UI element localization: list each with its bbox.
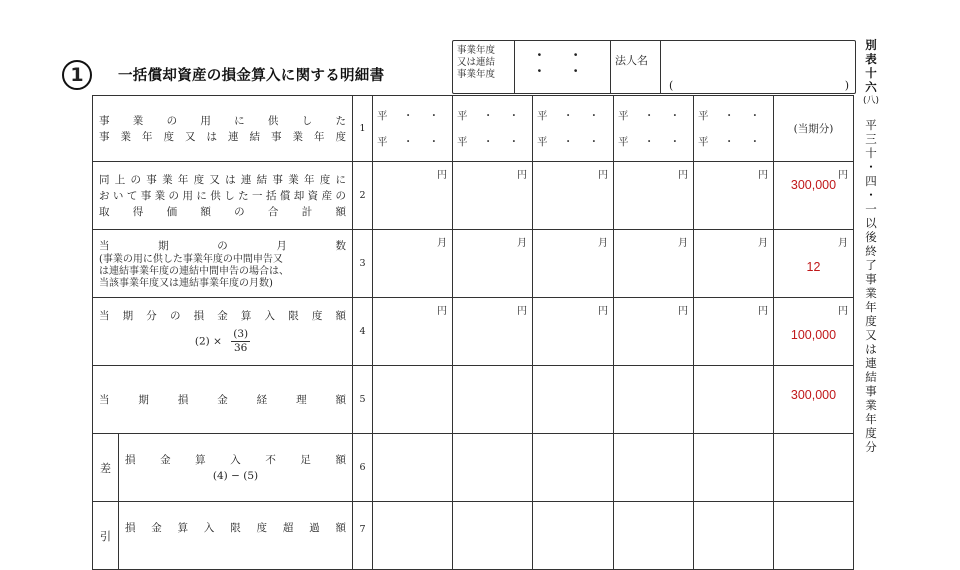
side-label-char: 以 — [865, 216, 877, 230]
current-amount-cell[interactable]: 円 300,000 — [774, 162, 854, 230]
side-label-char: 分 — [865, 440, 877, 454]
expensed-amount-value: 300,000 — [790, 388, 837, 402]
side-label-char: 年 — [865, 412, 877, 426]
side-label-char: 十 — [865, 66, 877, 80]
side-label-char: (八) — [862, 96, 880, 106]
period-cell[interactable]: 平 ・ ・ 平 ・ ・ — [533, 96, 614, 162]
table-row — [93, 96, 854, 162]
period-cell[interactable]: 平 ・ ・ 平 ・ ・ — [373, 96, 453, 162]
difference-group-label: 差 — [93, 434, 119, 502]
fiscal-year-label-line: 事業年度 — [457, 69, 496, 80]
row-number: 4 — [353, 298, 373, 366]
side-label-char: 連 — [865, 356, 877, 370]
form-title: 一括償却資産の損金算入に関する明細書 — [118, 68, 385, 84]
row-label-line: 同上の事業年度又は連結事業年度に — [99, 173, 346, 186]
months-cell[interactable]: 月 — [694, 230, 774, 298]
current-amount-cell[interactable] — [774, 366, 854, 434]
side-label-char: 度 — [865, 314, 877, 328]
months-cell[interactable]: 月 — [453, 230, 533, 298]
assets-table — [92, 95, 854, 570]
current-amount-cell[interactable]: 円 100,000 — [774, 298, 854, 366]
amount-cell[interactable] — [453, 434, 533, 502]
fiscal-year-label-line: 事業年度 — [457, 45, 496, 56]
row-label-cell — [93, 230, 353, 298]
side-label-char: 三 — [865, 132, 877, 146]
amount-cell[interactable] — [694, 502, 774, 570]
amount-cell[interactable] — [373, 434, 453, 502]
row-formula: (4) − (5) — [212, 469, 259, 482]
side-label-char: 又 — [865, 328, 877, 342]
period-cell[interactable]: 平 ・ ・ 平 ・ ・ — [694, 96, 774, 162]
row-sub-line: は連結事業年度の連結中間申告の場合は、 — [99, 265, 289, 277]
row-number: 2 — [353, 162, 373, 230]
table-row — [93, 366, 854, 434]
amount-cell[interactable] — [694, 366, 774, 434]
side-label-char: ・ — [865, 160, 877, 174]
side-label-period — [862, 118, 880, 454]
row-label-line: おいて事業の用に供した一括償却資産の — [99, 189, 346, 202]
amount-cell[interactable] — [533, 434, 614, 502]
current-months-cell[interactable]: 月 12 — [774, 230, 854, 298]
fraction: $\frac{(3)}{36}$ — [233, 328, 249, 354]
header-box — [452, 40, 856, 94]
amount-cell[interactable]: 円 — [614, 162, 694, 230]
table-row — [93, 502, 854, 570]
row-sub-line: 当該事業年度又は連結事業年度の月数) — [99, 277, 273, 289]
side-label — [862, 38, 880, 454]
side-label-char: 六 — [865, 80, 877, 94]
side-label-char: 一 — [865, 202, 877, 216]
fiscal-year-to: ・ ・ — [533, 64, 592, 78]
current-months-value: 12 — [806, 260, 821, 274]
amount-cell[interactable] — [453, 502, 533, 570]
row-number: 5 — [353, 366, 373, 434]
fiscal-year-from: ・ ・ — [533, 48, 592, 62]
amount-cell[interactable]: 円 — [614, 298, 694, 366]
table-row — [93, 298, 854, 366]
months-cell[interactable]: 月 — [373, 230, 453, 298]
row-label-line: 損 金 算 入 限 度 超 過 額 — [125, 522, 346, 534]
row-number: 7 — [353, 502, 373, 570]
months-cell[interactable]: 月 — [614, 230, 694, 298]
amount-cell[interactable] — [373, 502, 453, 570]
row-label-line: 損 金 算 入 不 足 額 — [125, 453, 346, 466]
row-label-line: 事 業 の 用 に 供 し た — [99, 114, 346, 127]
fiscal-year-value-cell[interactable] — [515, 41, 611, 93]
corp-paren-open: ( — [669, 79, 674, 92]
row-sub-line: (事業の用に供した事業年度の中間申告又 — [99, 253, 283, 265]
row-number: 6 — [353, 434, 373, 502]
row-label-cell — [93, 366, 353, 434]
amount-cell[interactable]: 円 — [373, 298, 453, 366]
side-label-char: 後 — [865, 230, 877, 244]
corp-name-label: 法人名 — [615, 54, 648, 67]
corp-name-field[interactable] — [661, 41, 855, 93]
amount-cell[interactable]: 円 — [533, 162, 614, 230]
row-label-line: 取 得 価 額 の 合 計 額 — [99, 205, 346, 218]
corp-paren-close: ) — [844, 79, 849, 92]
row-label-line: 当 期 の 月 数 — [99, 239, 346, 252]
amount-cell[interactable] — [694, 434, 774, 502]
difference-group-label: 引 — [93, 502, 119, 570]
fiscal-year-label-line: 又は連結 — [457, 57, 496, 68]
amount-cell[interactable]: 円 — [694, 162, 774, 230]
amount-cell[interactable] — [533, 366, 614, 434]
amount-cell[interactable]: 円 — [453, 298, 533, 366]
table-row — [93, 434, 854, 502]
row-label-line: 当 期 分 の 損 金 算 入 限 度 額 — [99, 310, 346, 322]
amount-cell[interactable]: 円 — [533, 298, 614, 366]
section-number-marker: 1 — [62, 60, 92, 90]
amount-cell[interactable] — [533, 502, 614, 570]
side-label-char: 平 — [865, 118, 877, 132]
side-label-char: 事 — [865, 272, 877, 286]
side-label-char: 事 — [865, 384, 877, 398]
amount-cell[interactable] — [614, 502, 694, 570]
row-number: 3 — [353, 230, 373, 298]
row-label-line: 当 期 損 金 経 理 額 — [99, 393, 346, 406]
row-label-cell — [119, 502, 353, 570]
row-number: 1 — [353, 96, 373, 162]
row-label-cell — [93, 162, 353, 230]
row-label-cell — [119, 434, 353, 502]
current-period-header: (当期分) — [774, 96, 854, 162]
side-label-char: 年 — [865, 300, 877, 314]
table-row — [93, 230, 854, 298]
row-label-cell — [93, 298, 353, 366]
amount-cell[interactable] — [453, 366, 533, 434]
row-label-line: 事 業 年 度 又 は 連 結 事 業 年 度 — [99, 130, 346, 143]
side-label-char: 業 — [865, 398, 877, 412]
side-label-char: 十 — [865, 146, 877, 160]
current-amount-cell[interactable] — [774, 502, 854, 570]
acquisition-total-value: 300,000 — [790, 178, 837, 192]
row-formula: (2) × $\frac{(3)}{36}$ — [194, 328, 249, 354]
side-label-char: 別 — [865, 38, 877, 52]
side-label-char: 業 — [865, 286, 877, 300]
period-cell[interactable]: 平 ・ ・ 平 ・ ・ — [614, 96, 694, 162]
fiscal-year-label-cell — [453, 41, 515, 93]
current-amount-cell[interactable] — [774, 434, 854, 502]
side-label-char: 四 — [865, 174, 877, 188]
table-row — [93, 162, 854, 230]
side-label-char: ・ — [865, 188, 877, 202]
side-label-char: 度 — [865, 426, 877, 440]
corp-name-label-cell — [611, 41, 661, 93]
amount-cell[interactable]: 円 — [373, 162, 453, 230]
row-label-cell — [93, 96, 353, 162]
deduction-limit-value: 100,000 — [790, 328, 837, 342]
amount-cell[interactable]: 円 — [694, 298, 774, 366]
side-label-char: 了 — [865, 258, 877, 272]
amount-cell[interactable] — [373, 366, 453, 434]
amount-cell[interactable] — [614, 434, 694, 502]
amount-cell[interactable] — [614, 366, 694, 434]
side-label-char: は — [865, 342, 877, 356]
months-cell[interactable]: 月 — [533, 230, 614, 298]
amount-cell[interactable]: 円 — [453, 162, 533, 230]
side-label-char: 終 — [865, 244, 877, 258]
side-label-char: 表 — [865, 52, 877, 66]
period-cell[interactable]: 平 ・ ・ 平 ・ ・ — [453, 96, 533, 162]
side-label-char: 結 — [865, 370, 877, 384]
